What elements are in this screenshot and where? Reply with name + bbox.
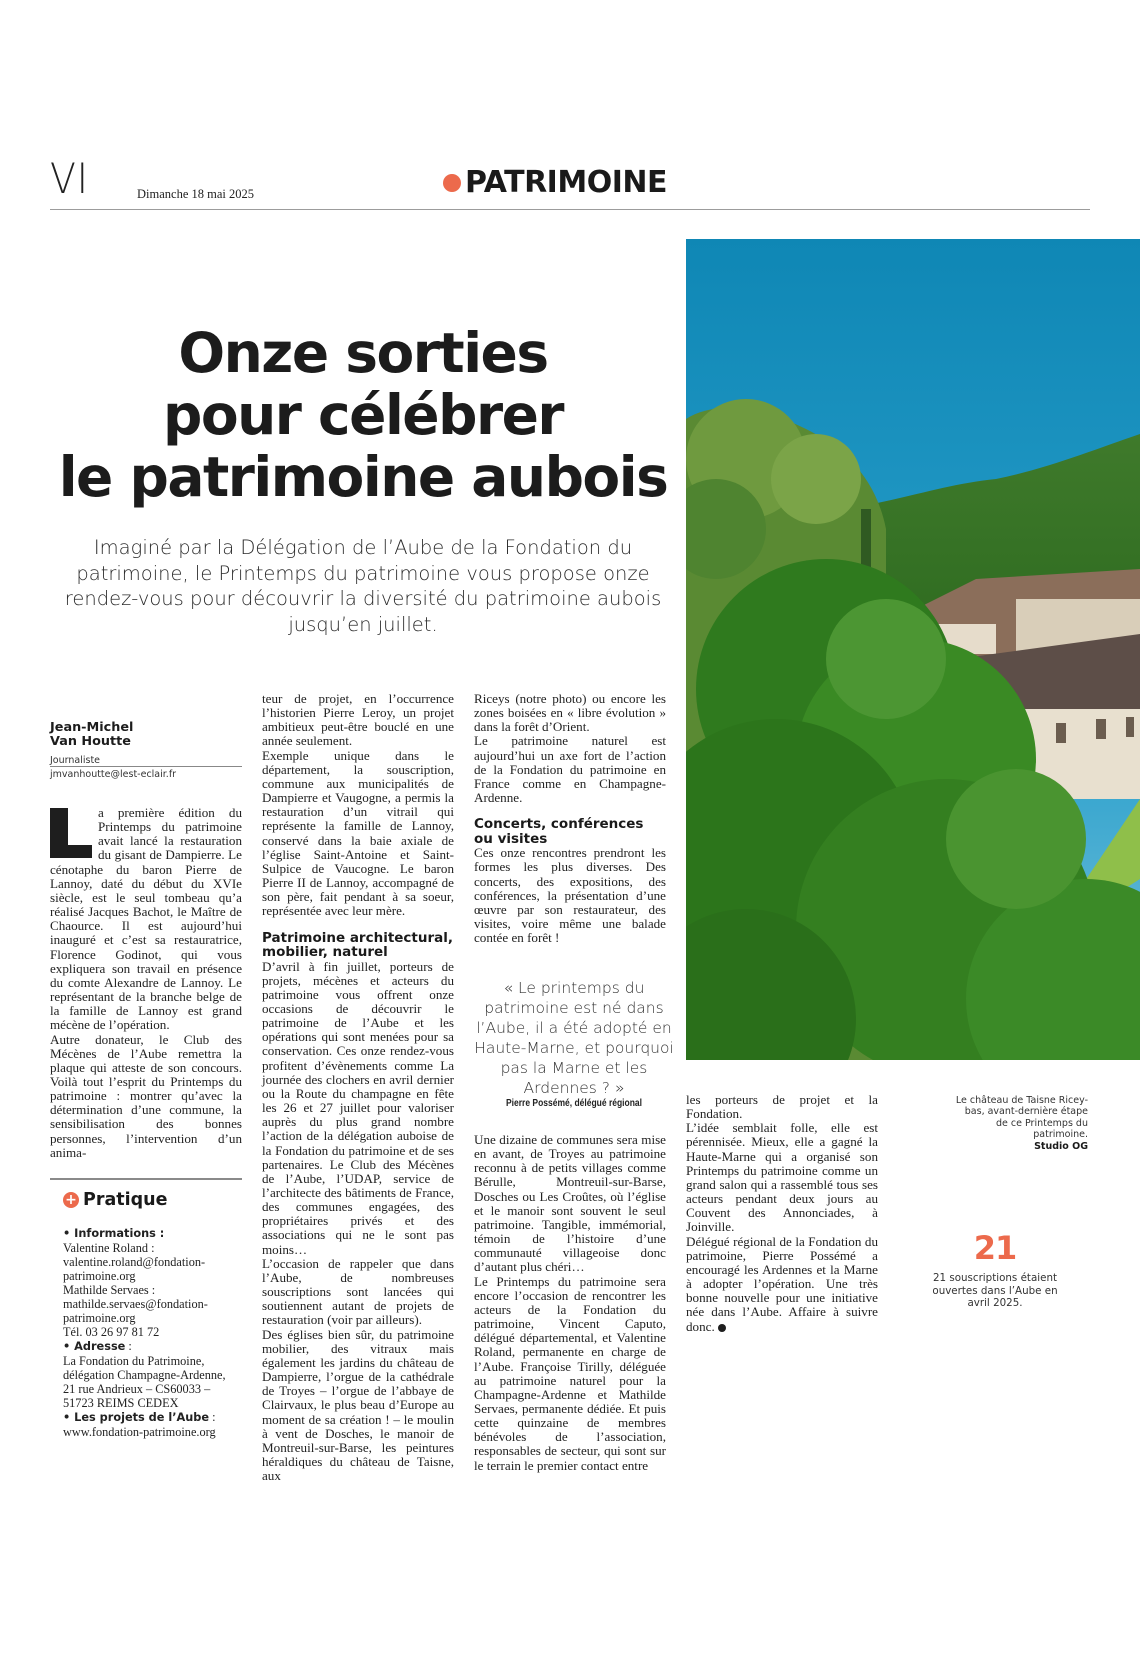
paragraph: L’occasion de rappeler que dans l’Aube, de nombreuses souscriptions sont lancées qui soutiennent autant de projets de restauration (voir par ailleurs). bbox=[262, 1255, 454, 1328]
paragraph: Délégué régional de la Fondation du patrimoine, Pierre Possémé a encouragé les Ardennes et la Marne à adopter l’opération. Une très bonne nouvelle pour une initiative née dans l’Aube. Affaire à suivre donc. bbox=[686, 1233, 878, 1334]
article-headline bbox=[46, 322, 680, 508]
pull-quote-author: Pierre Possémé, délégué régional bbox=[505, 1098, 643, 1109]
chateau-landscape-image bbox=[686, 239, 1140, 1060]
end-of-article-icon bbox=[718, 1324, 726, 1332]
rubric-label: PATRIMOINE bbox=[465, 165, 667, 200]
headline-line: le patrimoine aubois bbox=[58, 445, 668, 509]
headline-line: Onze sorties bbox=[178, 321, 548, 385]
pull-quote: « Le printemps du patrimoine est né dans l’Aube, il a été adopté en Haute-Marne, et pourquoi pas la Marne et les Ardennes ? » bbox=[474, 979, 674, 1097]
paragraph: D’avril à fin juillet, porteurs de projets, mécènes et acteurs du patrimoine vous offrent onze occasions de découvrir le patrimoine de l’Aube et les opérations qui sont menées pour sa conservation. Ces onze rendez-vous profitent d’évènements comme La journée des clochers en avril dernier ou la Route du champagne en fête les 26 et 27 juillet pour valoriser auprès du plus grand nombre l’action de la délégation auboise de la Fondation du patrimoine et de ses partenaires. Le Club des Mécènes de l’Aube, l’UDAP, service de l’architecte des bâtiments de France, des communes engagées, des propriétaires privés et des associations qui ne le sont pas moins… bbox=[262, 958, 454, 1257]
article-photo bbox=[686, 239, 1140, 1060]
paragraph: Riceys (notre photo) ou encore les zones boisées en « libre évolution » dans la forêt d’Orient. bbox=[474, 691, 666, 735]
pratique-info bbox=[63, 1227, 243, 1439]
paragraph: Exemple unique dans le département, la souscription, commune aux municipalités de Dampierre et Vaugogne, a permis la restauration d’un vitrail qui représente la famille de Lannoy, conservé dans la baie axiale de l’église Saint-Antoine et Saint-Sulpice de Vaucogne. Le baron Pierre II de Lannoy, accompagné de son père, fait pendant à sa soeur, représentée avec leur mère. bbox=[262, 747, 454, 919]
contact-email-link[interactable]: mathilde.servaes@fondation-patrimoine.org bbox=[63, 1297, 208, 1325]
subheading: Concerts, conférences ou visites bbox=[474, 816, 644, 847]
contact-name: Valentine Roland : bbox=[63, 1241, 155, 1255]
paragraph: Le Printemps du patrimoine sera encore l’occasion de rencontrer les acteurs de la Fondation du patrimoine, Vincent Caputo, délégué départemental, et Valentine Roland, permanente en charge de l’Aube. Françoise Tirilly, déléguée au patrimoine naturel pour la Champagne-Ardenne et Mathilde Servaes, permanente dédiée. Et puis cette quinzaine de membres bénévoles de l’association, responsables de secteur, qui sont sur le terrain le premier contact entre bbox=[474, 1273, 666, 1473]
stat-number: 21 bbox=[973, 1229, 1017, 1267]
contact-phone: Tél. 03 26 97 81 72 bbox=[63, 1325, 160, 1339]
article-standfirst: Imaginé par la Délégation de l’Aube de la Fondation du patrimoine, le Printemps du patrimoine vous propose onze rendez-vous pour découvrir la diversité du patrimoine aubois jusqu’en juillet. bbox=[64, 536, 662, 636]
byline-divider bbox=[50, 766, 242, 767]
paragraph: a première édition du Printemps du patrimoine avait lancé la restauration du gisant de Dampierre. Le cénotaphe du baron Pierre de Lannoy, daté du début du XVIe siècle, est le seul tombeau qu’a réalisé Jacques Bachot, le Maître de Chaource. Il est aujourd’hui inauguré et c’est sa restauratrice, Florence Godinot, qui vous expliquera son travail en présence du comte Alexandre de Lannoy. Le représentant de la branche belge de la famille de Lannoy est grand mécène de l’opération. bbox=[50, 805, 242, 1033]
projets-heading: • Les projets de l’Aube : bbox=[63, 1410, 216, 1424]
contact-email-link[interactable]: valentine.roland@fondation-patrimoine.org bbox=[63, 1255, 206, 1283]
contact-name: Mathilde Servaes : bbox=[63, 1283, 156, 1297]
header-divider bbox=[50, 209, 1090, 210]
paragraph: Une dizaine de communes sera mise en avant, de Troyes au patrimoine reconnu à de petits villages comme Bérulle, Montreuil-sur-Barse, Dosches ou Les Croûtes, où l’église et le manoir sont souvent le seul patrimoine. Tangible, immémorial, témoin de l’histoire d’une communauté villageoise donc d’autant plus chéri… bbox=[474, 1132, 666, 1275]
headline-line: pour célébrer bbox=[162, 383, 564, 447]
section-rubric bbox=[443, 165, 667, 200]
author-role: Journaliste bbox=[50, 755, 101, 766]
address-line: La Fondation du Patrimoine, délégation Champagne-Ardenne, bbox=[63, 1354, 226, 1382]
pratique-header bbox=[63, 1190, 167, 1210]
photo-caption: Le château de Taisne Ricey-bas, avant-dernière étape de ce Printemps du patrimoine. Studio OG bbox=[950, 1095, 1088, 1152]
rubric-dot-icon bbox=[443, 174, 461, 192]
article-column-3 bbox=[474, 692, 666, 945]
paragraph: Autre donateur, le Club des Mécènes de l’Aube remettra la plaque qui atteste de son concours. Voilà tout l’esprit du Printemps du patrimoine : montrer qu’avec la détermination d’une commune, la sensibilisation des bonnes personnes, l’intervention d’un anima- bbox=[50, 1031, 242, 1160]
article-column-2 bbox=[262, 692, 454, 1483]
dropcap-letter-l bbox=[50, 808, 92, 858]
adresse-label: • Adresse bbox=[63, 1340, 126, 1353]
article-column-1 bbox=[50, 806, 242, 1160]
website-link[interactable]: www.fondation-patrimoine.org bbox=[63, 1425, 216, 1439]
author-email-link[interactable]: jmvanhoutte@lest-eclair.fr bbox=[50, 769, 177, 780]
paragraph: les porteurs de projet et la Fondation. bbox=[686, 1092, 878, 1122]
pratique-divider bbox=[50, 1178, 242, 1180]
article-column-3-continued bbox=[474, 1133, 666, 1473]
pratique-title: Pratique bbox=[83, 1190, 168, 1210]
author-name: Jean-Michel Van Houtte bbox=[50, 720, 134, 749]
paragraph: Des églises bien sûr, du patrimoine mobilier, des vitraux mais également les jardins du château de Dampierre, l’orgue de la cathédrale de Troyes – l’orgue de l’abbaye de Clairvaux, le plus beau d’Europe au moment de sa création ! – le moulin à vent de Dosches, le manoir de Montreuil-sur-Barse, les peintures héraldiques du château de Taisne, aux bbox=[262, 1326, 454, 1484]
paragraph: L’idée semblait folle, elle est pérennisée. Mieux, elle a gagné la Haute-Marne qui a organisé son Printemps du patrimoine comme un grand salon qui a rassemblé tous ses acteurs pendant deux jours au Couvent des Annonciades, à Joinville. bbox=[686, 1120, 878, 1235]
paragraph: Le patrimoine naturel est aujourd’hui un axe fort de l’action de la Fondation du patrimoine en France comme en Champagne-Ardenne. bbox=[474, 733, 666, 806]
article-column-4 bbox=[686, 1093, 878, 1334]
projets-label: • Les projets de l’Aube bbox=[63, 1411, 210, 1424]
stat-description: 21 souscriptions étaient ouvertes dans l’Aube en avril 2025. bbox=[932, 1272, 1058, 1309]
photo-credit: Studio OG bbox=[1034, 1140, 1088, 1152]
informations-label: • Informations : bbox=[63, 1227, 165, 1240]
adresse-heading: • Adresse : bbox=[63, 1339, 132, 1353]
address-line: 21 rue Andrieux – CS60033 – 51723 REIMS CEDEX bbox=[63, 1382, 211, 1410]
paragraph: Ces onze rencontres prendront les formes les plus diverses. Des concerts, des expositions, des conférences, la présentation d’une œuvre par son restaurateur, des visites, voire même une balade contée en forêt ! bbox=[474, 845, 666, 946]
page-folio: VI bbox=[50, 154, 89, 203]
paragraph: teur de projet, en l’occurrence l’historien Pierre Leroy, un projet ambitieux peut-être bouclé en une année seulement. bbox=[262, 691, 454, 749]
plus-circle-icon: + bbox=[63, 1192, 79, 1208]
issue-date: Dimanche 18 mai 2025 bbox=[137, 187, 254, 201]
subheading: Patrimoine architectural, mobilier, naturel bbox=[262, 929, 454, 960]
